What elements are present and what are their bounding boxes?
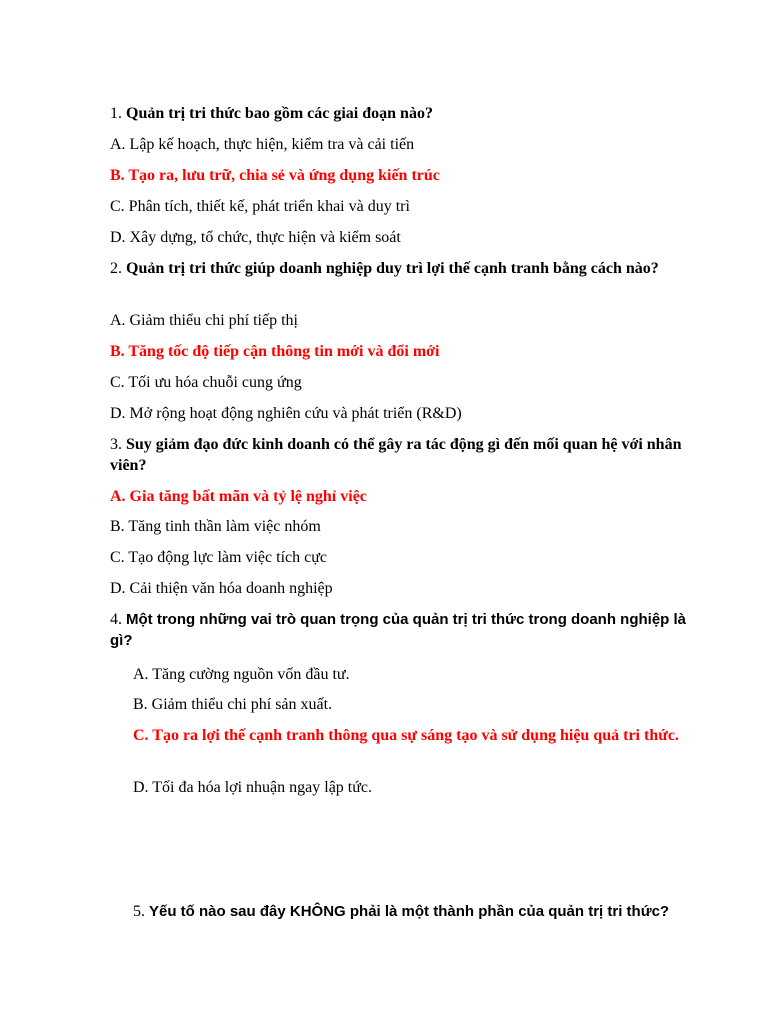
option-2c: C. Tối ưu hóa chuỗi cung ứng	[110, 374, 302, 391]
option-2b-answer: B. Tăng tốc độ tiếp cận thông tin mới và đổi mới	[110, 343, 440, 360]
question-text: Quản trị tri thức bao gồm các giai đoạn nào?	[126, 105, 433, 122]
option-3a-answer: A. Gia tăng bất mãn và tỷ lệ nghỉ việc	[110, 488, 367, 505]
question-number: 4.	[110, 611, 122, 628]
question-2	[110, 258, 700, 279]
question-3	[110, 434, 700, 476]
question-4	[110, 609, 700, 651]
question-1	[110, 103, 700, 124]
option-3c: C. Tạo động lực làm việc tích cực	[110, 549, 327, 566]
question-number: 1.	[110, 105, 122, 122]
question-5	[133, 901, 713, 922]
option-1a: A. Lập kế hoạch, thực hiện, kiểm tra và cải tiến	[110, 136, 415, 153]
option-3b: B. Tăng tinh thần làm việc nhóm	[110, 518, 321, 535]
option-4c-answer: C. Tạo ra lợi thế cạnh tranh thông qua sự sáng tạo và sử dụng hiệu quả tri thức.	[133, 727, 679, 744]
question-number: 2.	[110, 260, 122, 277]
option-4b: B. Giảm thiểu chi phí sản xuất.	[133, 696, 333, 713]
question-text: Một trong những vai trò quan trọng của quản trị tri thức trong doanh nghiệp là gì?	[110, 611, 687, 649]
question-number: 5.	[133, 903, 145, 920]
option-1b-answer: B. Tạo ra, lưu trữ, chia sẻ và ứng dụng kiến trúc	[110, 167, 440, 184]
question-text: Suy giảm đạo đức kinh doanh có thể gây ra tác động gì đến mối quan hệ với nhân viên?	[110, 436, 682, 474]
question-text: Yếu tố nào sau đây KHÔNG phải là một thành phần của quản trị tri thức?	[149, 903, 670, 920]
question-text: Quản trị tri thức giúp doanh nghiệp duy trì lợi thế cạnh tranh bằng cách nào?	[126, 260, 659, 277]
option-1d: D. Xây dựng, tổ chức, thực hiện và kiểm soát	[110, 229, 401, 246]
option-1c: C. Phân tích, thiết kế, phát triển khai và duy trì	[110, 198, 410, 215]
option-4d: D. Tối đa hóa lợi nhuận ngay lập tức.	[133, 779, 373, 796]
option-3d: D. Cải thiện văn hóa doanh nghiệp	[110, 580, 333, 597]
option-2d: D. Mở rộng hoạt động nghiên cứu và phát triển (R&D)	[110, 405, 462, 422]
option-2a: A. Giảm thiểu chi phí tiếp thị	[110, 312, 298, 329]
option-4a: A. Tăng cường nguồn vốn đầu tư.	[133, 666, 350, 683]
question-number: 3.	[110, 436, 122, 453]
